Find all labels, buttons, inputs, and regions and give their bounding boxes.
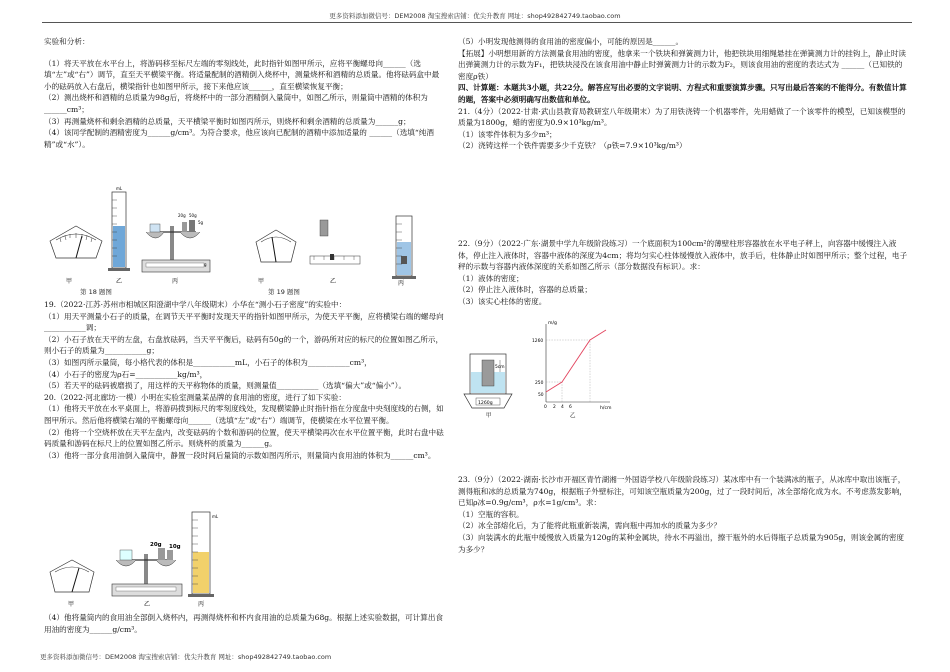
figure-22 (460, 316, 620, 419)
figure-19 (254, 212, 430, 288)
scale-g-label: g (204, 262, 207, 267)
left-column-q20-part4 (44, 612, 444, 635)
chart-line-segment (546, 330, 606, 392)
q22-part3: （3）该实心柱体的密度。 (458, 296, 547, 306)
graduated-cylinder-20-bing (188, 512, 214, 597)
figure-20 (46, 510, 246, 608)
fig19-label-jia: 甲 (258, 278, 265, 285)
x-tick-0: 0 (544, 405, 547, 410)
q19-part2: （2）小石子放在天平的左盘，右盘放砝码，当天平平衡后，砝码有50g的一个，游码所对应的标尺的位置如图乙所示，则小石子的质量为___________g； (44, 334, 444, 356)
y-tick-1260: 1260 (532, 339, 544, 344)
q21-part2: （2）浇铸这样一个铁件需要多少千克铁？（ρ铁=7.9×10³kg/m³） (458, 141, 687, 151)
q22-part1: （1）液体的密度； (458, 273, 524, 283)
chart-series-line (546, 330, 606, 392)
q20-part4: （4）他将量筒内的食用油全部倒入烧杯内，再测得烧杯和杯内食用油的总质量为68g。根据上述实验数据，可计算出食用油的密度为______g/cm³。 (44, 613, 444, 634)
fig20-label-yi: 乙 (144, 601, 151, 608)
right-column-q23 (458, 474, 908, 555)
header-rule (42, 22, 912, 23)
q19-part1: （1）用天平测量小石子的质量，在调节天平平衡时发现天平的指针如图甲所示，为使天平平衡，应将横梁右端的螺母向___________调； (44, 311, 444, 333)
pointer-dial-20-jia (50, 560, 94, 592)
fig22-label-yi: 乙 (570, 413, 576, 419)
q18-intro: 实验和分析： (44, 37, 90, 46)
page-header: 更多资料添加微信号：DEM2008 淘宝搜索店铺：优尖升教育 网址：shop492842749.taobao.com (329, 12, 621, 20)
q19-part4: （4）小石子的密度为ρ石=___________kg/m³， (44, 369, 208, 379)
graduated-cylinder-19-bing (392, 216, 416, 279)
fig18-label-bing: 丙 (172, 278, 179, 285)
q19-stem: 19.（2022·江苏·苏州市相城区阳澄湖中学八年级期末）小华在“测小石子密度”的实验中： (44, 300, 347, 309)
right-column-q22 (458, 238, 908, 308)
q18-part4: （4）该同学配制的酒精密度为______g/cm³。为符合要求，他应该向已配制的酒精中添加适量的 ______（选填“纯酒精”或“水”）。 (44, 128, 434, 149)
fig18-caption: 第 18 题图 (80, 288, 112, 296)
pointer-dial-jia (50, 226, 102, 258)
fig18-label-yi: 乙 (116, 278, 123, 285)
pointer-dial-19-jia (256, 230, 296, 262)
right-column-top (458, 36, 908, 152)
q21-part1: （1）该零件体积为多少m³； (458, 129, 557, 139)
q20-part5: （5）小明发现他测得的食用油的密度偏小，可能的原因是______。 (458, 37, 684, 46)
q19-part3: （3）如图丙所示量筒，每小格代表的体积是___________mL，小石子的体积为___________cm³， (44, 357, 372, 367)
fig19-label-bing: 丙 (398, 280, 405, 287)
chart-x-axis-label: h/cm (600, 406, 612, 411)
q23-part1: （1）空瓶的容积。 (458, 509, 524, 519)
balance-bing (142, 220, 210, 272)
q18-part1: （1）将天平放在水平台上，将游码移至标尺左端的零刻线处，此时指针如图甲所示，应将平衡螺母向______（选填“左”或“右”）调节，直至天平横梁平衡。将适量配制的酒精倒入烧杯中，测量烧杯和酒精的总质量。他将砝码盒中最小的砝码放入右盘后，横梁指针也如图甲所示，接下来他应该______，直至横梁恢复平衡； (44, 58, 440, 91)
x-tick-2: 2 (553, 405, 556, 410)
left-column (44, 36, 444, 150)
y-tick-50: 50 (538, 393, 544, 398)
left-column-q19-q20 (44, 299, 444, 461)
cylinder-ml-label-20: mL (212, 514, 219, 519)
q20-part1: （1）他将天平放在水平桌面上，将游码拨到标尺的零刻度线处，发现横梁静止时指针指在分度盘中央刻度线的右侧，如图甲所示。然后他将横梁右端的平衡螺母向______（选填“左”或“右”）端调节，使横梁在水平位置平衡。 (44, 404, 444, 425)
q23-part2: （2）冰全部熔化后，为了能将此瓶重新装满，需向瓶中再加水的质量为多少？ (458, 521, 722, 531)
fig19-label-yi: 乙 (330, 278, 337, 285)
weight-50g-label: 50g (189, 213, 197, 218)
weight-5g-label: 5g (198, 220, 204, 225)
graduated-cylinder-yi (108, 192, 130, 271)
q21-stem: 21.（4分）（2022·甘肃·武山县教育局教研室八年级期末）为了用铁浇铸一个机器零件，先用蜡做了一个该零件的模型，已知该模型的质量为1800g，蜡的密度为0.9×10³kg/m³。 (458, 106, 906, 128)
q20-part2: （2）他将一个空烧杯放在天平左盘内，改变砝码的个数和游码的位置，使天平横梁再次在水平位置平衡，此时右盘中砝码质量和游码在标尺上的位置如图乙所示。则烧杯的质量为______g。 (44, 427, 444, 449)
q20-stem: 20.（2022·河北廊坊·一模）小明在实验室测量某品牌的食用油的密度，进行了如下实验： (44, 392, 347, 402)
q20-part3: （3）他将一部分食用油倒入量筒中，静置一段时间后量筒的示数如图丙所示，则量筒内食用油的体积为______cm³。 (44, 450, 436, 460)
q19-part5: （5）若天平的砝码被磨损了，用这样的天平称物体的质量，则测量值___________（选填“偏大”或“偏小”）。 (44, 381, 407, 391)
fig20-label-jia: 甲 (68, 601, 75, 608)
fig19-caption: 第 19 题图 (268, 288, 300, 296)
fig20-label-bing: 丙 (198, 601, 205, 608)
q20-extension: 【拓展】小明想用新的方法测量食用油的密度，他拿来一个铁块和弹簧测力计，他把铁块用细绳悬挂在弹簧测力计的挂钩上，静止时读出弹簧测力计的示数为F₁，把铁块浸没在该食用油中静止时弹簧测力计的示数为F₂，则该食用油的密度的表达式为 ______（已知铁的密度ρ铁） (458, 48, 907, 81)
fig18-label-jia: 甲 (66, 278, 73, 285)
q22-part2: （2）停止注入液体时，容器的总质量； (458, 285, 592, 295)
fig22-label-jia: 甲 (486, 413, 492, 419)
rider-scale-19-yi (310, 220, 360, 264)
y-tick-250: 250 (535, 381, 544, 386)
x-tick-6: 6 (569, 405, 572, 410)
balance-20-yi (112, 548, 182, 596)
x-tick-4: 4 (561, 405, 564, 410)
weight-20g-label-20: 20g (150, 542, 162, 548)
figure-18 (46, 186, 256, 286)
q18-part2: （2）测出烧杯和酒精的总质量为98g后，将烧杯中的一部分酒精倒入量筒中，如图乙所示，则量筒中酒精的体积为______cm³； (44, 93, 428, 114)
dimension-5cm: 5cm (495, 365, 505, 370)
scale-reading: 1260g (478, 401, 493, 406)
page-footer: 更多资料添加微信号：DEM2008 淘宝搜索店铺：优尖升教育 网址：shop492842749.taobao.com (40, 653, 332, 661)
chart-y-axis-label: m/g (548, 321, 557, 326)
q22-stem: 22.（9分）（2022·广东·湖景中学九年级阶段练习）一个底面积为100cm²的薄壁柱形容器放在水平电子秤上，向容器中缓慢注入液体，停止注入液体时，容器中液体的深度为4cm；将均匀实心柱体缓慢放入液体中，放手后，柱体静止时如图甲所示；整个过程，电子秤的示数与容器内液体深度的关系如图乙所示（部分数据没有标识）。求： (458, 239, 908, 272)
chart-axes (546, 324, 610, 402)
container-on-scale-jia (464, 354, 512, 408)
weight-10g-label-20: 10g (169, 544, 181, 550)
q23-part3: （3）向装满水的此瓶中缓慢放入质量为120g的某种金属块，待水不再溢出，擦干瓶外的水后得瓶子总质量为905g，则该金属的密度为多少？ (458, 532, 905, 554)
q18-part3: （3）再测量烧杯和剩余酒精的总质量，天平横梁平衡时如图丙所示，则烧杯和剩余酒精的总质量为______g； (44, 116, 411, 126)
section-4-title: 四、计算题：本题共3小题，共22分。解答应写出必要的文字说明、方程式和重要演算步骤。只写出最后答案的不能得分。有数值计算的题，答案中必须明确写出数值和单位。 (458, 83, 907, 104)
weight-20g-label: 20g (178, 213, 186, 218)
cylinder-ml-label: mL (116, 186, 123, 191)
q23-stem: 23.（9分）（2022·湖南·长沙市开福区青竹湖湘一外国语学校八年级阶段练习）某冰库中有一个装满冰的瓶子，从冰库中取出该瓶子，测得瓶和冰的总质量为740g，根据瓶子外壁标注，可知该空瓶质量为200g，过了一段时间后，冰全部熔化成为水。不考虑蒸发影响，已知ρ冰=0.9g/cm³，ρ水=1g/cm³。求： (458, 475, 907, 508)
